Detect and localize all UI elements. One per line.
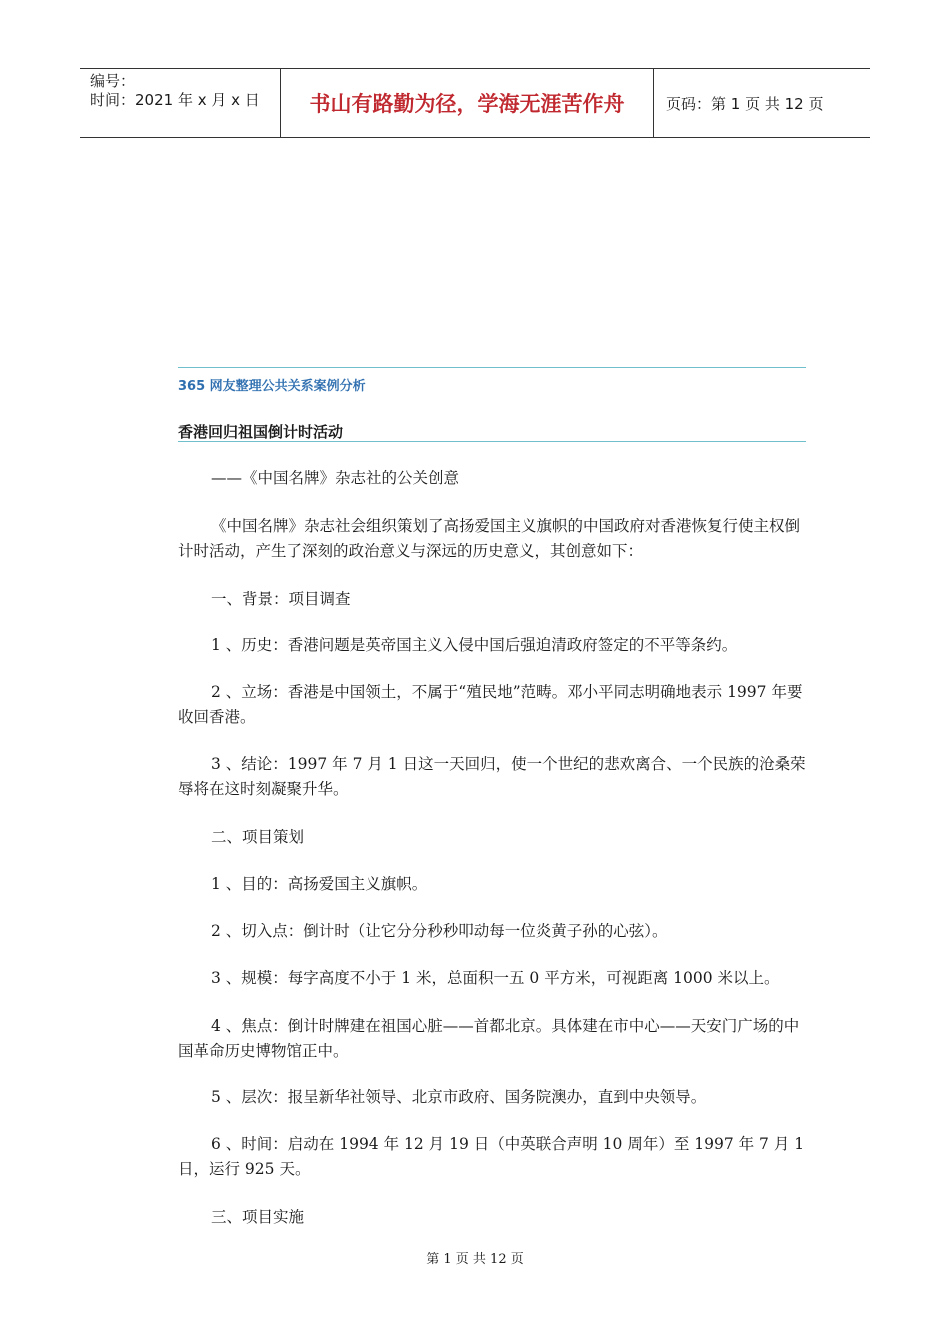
title-rule bbox=[178, 441, 806, 442]
paragraph-position: 2 、立场：香港是中国领土，不属于“殖民地”范畴。邓小平同志明确地表示 1997 年要收回香港。 bbox=[178, 683, 803, 726]
paragraph-subtitle: ——《中国名牌》杂志社的公关创意 bbox=[211, 469, 460, 487]
number-label: 编号： bbox=[90, 72, 136, 90]
header-motto: 书山有路勤为径，学海无涯苦作舟 bbox=[280, 69, 654, 137]
header-meta bbox=[80, 69, 280, 137]
paragraph-entry-point: 2 、切入点：倒计时（让它分分秒秒叩动每一位炎黄子孙的心弦）。 bbox=[211, 922, 668, 940]
section-heading-implementation: 三、项目实施 bbox=[211, 1208, 305, 1226]
paragraph-conclusion: 3 、结论：1997 年 7 月 1 日这一天回归，使一个世纪的悲欢离合、一个民族的沧桑荣辱将在这时刻凝聚升华。 bbox=[178, 755, 806, 798]
document-header bbox=[80, 68, 870, 138]
paragraph-levels: 5 、层次：报呈新华社领导、北京市政府、国务院澳办，直到中央领导。 bbox=[211, 1088, 707, 1106]
paragraph-focus: 4 、焦点：倒计时牌建在祖国心脏——首都北京。具体建在市中心——天安门广场的中国革命历史博物馆正中。 bbox=[178, 1017, 800, 1060]
paragraph-intro: 《中国名牌》杂志社会组织策划了高扬爱国主义旗帜的中国政府对香港恢复行使主权倒计时活动，产生了深刻的政治意义与深远的历史意义，其创意如下： bbox=[178, 517, 801, 560]
paragraph-goal: 1 、目的：高扬爱国主义旗帜。 bbox=[211, 875, 428, 893]
page-footer: 第 1 页 共 12 页 bbox=[426, 1252, 524, 1267]
header-page-label: 页码：第 1 页 共 12 页 bbox=[666, 94, 824, 113]
paragraph-history: 1 、历史：香港问题是英帝国主义入侵中国后强迫清政府签定的不平等条约。 bbox=[211, 636, 738, 654]
section-heading-planning: 二、项目策划 bbox=[211, 828, 305, 846]
top-rule bbox=[178, 367, 806, 368]
paragraph-scale: 3 、规模：每字高度不小于 1 米，总面积一五 0 平方米，可视距离 1000 米以上。 bbox=[211, 969, 780, 987]
paragraph-time: 6 、时间：启动在 1994 年 12 月 19 日（中英联合声明 10 周年）至 1997 年 7 月 1 日，运行 925 天。 bbox=[178, 1135, 805, 1178]
site-line: 365 网友整理公共关系案例分析 bbox=[178, 379, 366, 394]
time-label: 时间：2021 年 x 月 x 日 bbox=[90, 91, 260, 109]
article-title: 香港回归祖国倒计时活动 bbox=[178, 423, 344, 441]
section-heading-background: 一、背景：项目调查 bbox=[211, 590, 351, 608]
